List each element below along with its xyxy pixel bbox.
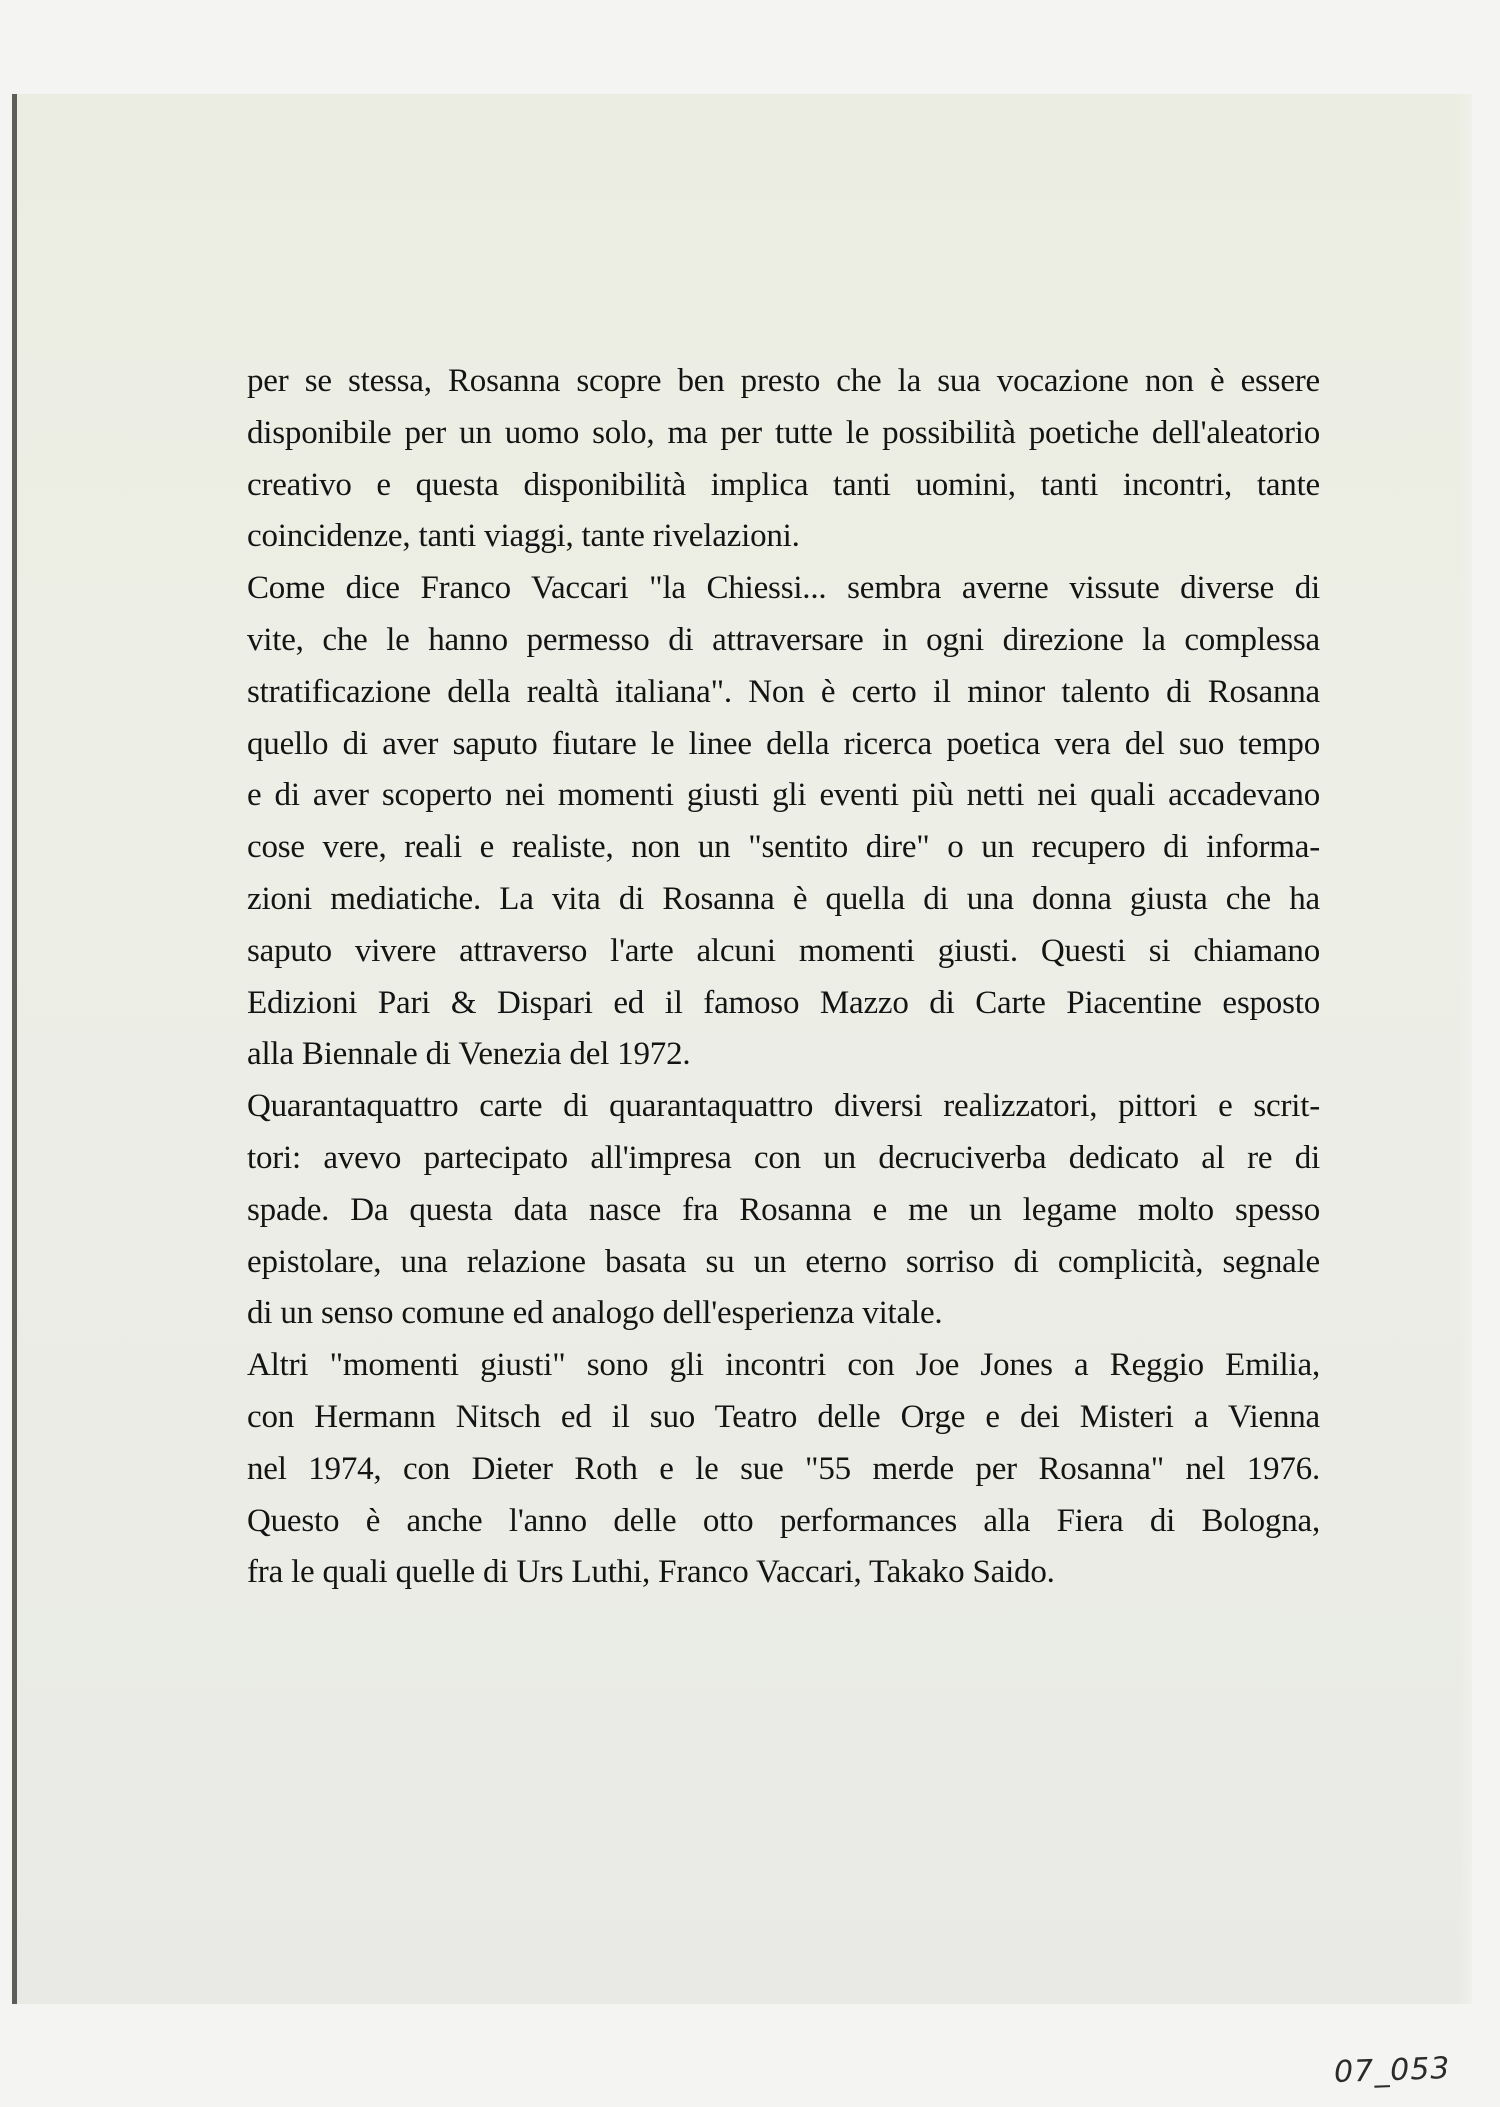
text-line: stratificazione della realtà italiana". Non è certo il minor talento di Rosanna <box>247 673 1320 710</box>
text-line: vite, che le hanno permesso di attraversare in ogni direzione la complessa <box>247 621 1320 658</box>
archive-reference-note: 07_053 <box>1333 2050 1452 2091</box>
text-line: disponibile per un uomo solo, ma per tutte le possibilità poetiche dell'aleatorio <box>247 414 1320 451</box>
text-line: Come dice Franco Vaccari "la Chiessi... sembra averne vissute diverse di <box>247 570 1320 607</box>
text-line: epistolare, una relazione basata su un eterno sorriso di complicità, segnale <box>247 1243 1320 1280</box>
body-text <box>247 356 1320 1599</box>
text-line: creativo e questa disponibilità implica tanti uomini, tanti incontri, tante <box>247 466 1320 503</box>
text-line: cose vere, reali e realiste, non un "sentito dire" o un recupero di informa- <box>247 829 1320 866</box>
text-line: spade. Da questa data nasce fra Rosanna e me un legame molto spesso <box>247 1191 1320 1228</box>
page-sheet <box>12 94 1472 2004</box>
text-line: Edizioni Pari & Dispari ed il famoso Mazzo di Carte Piacentine esposto <box>247 984 1320 1021</box>
text-line: zioni mediatiche. La vita di Rosanna è quella di una donna giusta che ha <box>247 880 1320 917</box>
text-line: tori: avevo partecipato all'impresa con un decruciverba dedicato al re di <box>247 1139 1320 1176</box>
text-line: nel 1974, con Dieter Roth e le sue "55 merde per Rosanna" nel 1976. <box>247 1450 1320 1487</box>
text-line: Questo è anche l'anno delle otto performances alla Fiera di Bologna, <box>247 1502 1320 1539</box>
text-line: quello di aver saputo fiutare le linee della ricerca poetica vera del suo tempo <box>247 725 1320 762</box>
text-line: saputo vivere attraverso l'arte alcuni momenti giusti. Questi si chiamano <box>247 932 1320 969</box>
text-line: di un senso comune ed analogo dell'esperienza vitale. <box>247 1295 943 1332</box>
text-line: fra le quali quelle di Urs Luthi, Franco Vaccari, Takako Saido. <box>247 1554 1055 1591</box>
text-line: per se stessa, Rosanna scopre ben presto che la sua vocazione non è essere <box>247 363 1320 399</box>
text-line: Altri "momenti giusti" sono gli incontri con Joe Jones a Reggio Emilia, <box>247 1347 1320 1384</box>
text-line: con Hermann Nitsch ed il suo Teatro delle Orge e dei Misteri a Vienna <box>247 1398 1320 1435</box>
text-line: alla Biennale di Venezia del 1972. <box>247 1036 691 1073</box>
text-line: e di aver scoperto nei momenti giusti gli eventi più netti nei quali accadevano <box>247 777 1320 814</box>
text-line: coincidenze, tanti viaggi, tante rivelazioni. <box>247 518 800 555</box>
text-line: Quarantaquattro carte di quarantaquattro diversi realizzatori, pittori e scrit- <box>247 1088 1320 1125</box>
